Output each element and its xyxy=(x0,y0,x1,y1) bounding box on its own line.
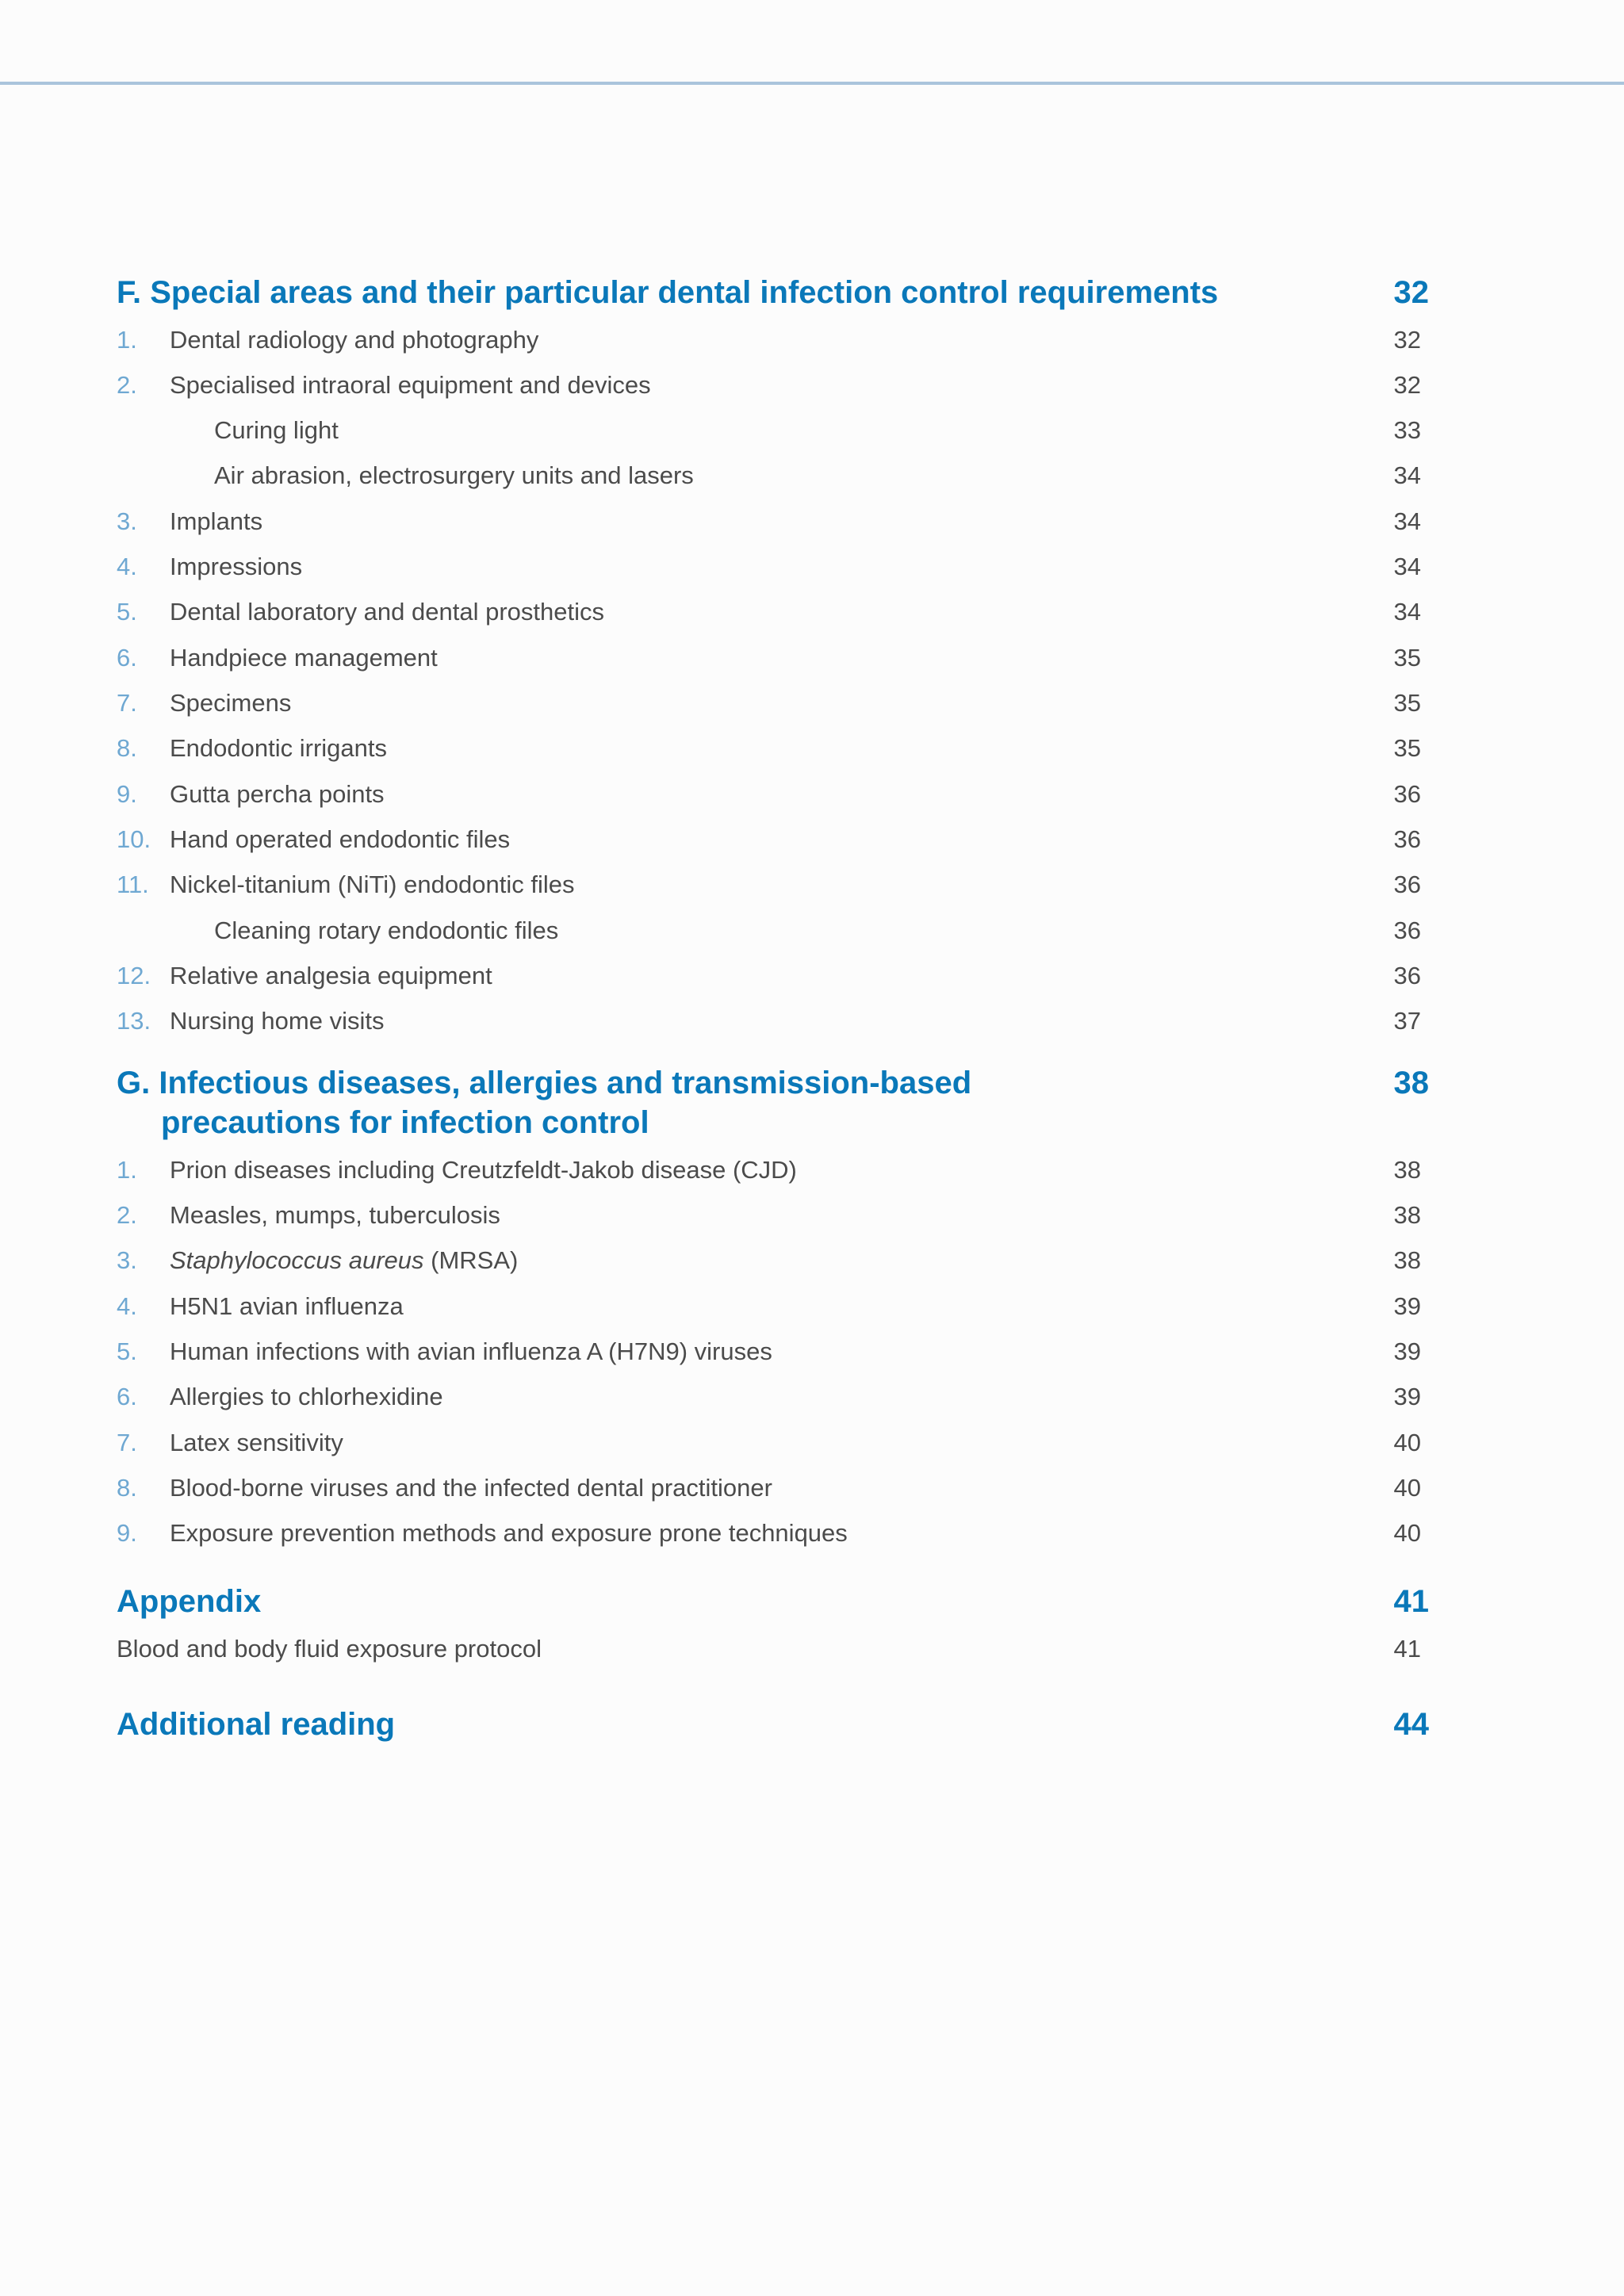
item-page: 38 xyxy=(1393,1156,1421,1184)
item-label: Gutta percha points xyxy=(170,780,385,808)
item-label: Relative analgesia equipment xyxy=(170,962,492,989)
item-page: 34 xyxy=(1393,598,1421,626)
item-number: 9. xyxy=(117,780,137,808)
item-page: 39 xyxy=(1393,1337,1421,1365)
section-title: F. Special areas and their particular dental infection control requirements xyxy=(117,275,1219,310)
item-label: Implants xyxy=(170,507,263,535)
item-number: 3. xyxy=(117,507,137,535)
item-page: 40 xyxy=(1393,1519,1421,1547)
item-label: Specimens xyxy=(170,689,292,717)
item-number: 2. xyxy=(117,1201,137,1229)
item-number: 1. xyxy=(117,326,137,354)
item-number: 13. xyxy=(117,1007,151,1035)
item-page: 38 xyxy=(1393,1246,1421,1274)
item-number: 8. xyxy=(117,734,137,762)
item-page: 36 xyxy=(1393,825,1421,853)
item-label: Latex sensitivity xyxy=(170,1429,343,1456)
item-label: Measles, mumps, tuberculosis xyxy=(170,1201,500,1229)
item-page: 39 xyxy=(1393,1383,1421,1410)
item-label: Blood and body fluid exposure protocol xyxy=(117,1635,542,1663)
section-page: 32 xyxy=(1393,275,1429,310)
item-label: Air abrasion, electrosurgery units and lasers xyxy=(214,461,694,489)
item-label: Curing light xyxy=(214,416,339,444)
item-page: 36 xyxy=(1393,871,1421,898)
item-label: Nursing home visits xyxy=(170,1007,385,1035)
item-label: Prion diseases including Creutzfeldt-Jakob disease (CJD) xyxy=(170,1156,797,1184)
item-label: Dental laboratory and dental prosthetics xyxy=(170,598,604,626)
item-number: 5. xyxy=(117,598,137,626)
section-title-line-2: precautions for infection control xyxy=(161,1105,649,1140)
item-label: Dental radiology and photography xyxy=(170,326,539,354)
item-page: 34 xyxy=(1393,507,1421,535)
item-label xyxy=(170,1243,1359,1278)
item-number: 4. xyxy=(117,553,137,580)
item-number: 7. xyxy=(117,689,137,717)
item-label: H5N1 avian influenza xyxy=(170,1292,404,1320)
item-label: Endodontic irrigants xyxy=(170,734,387,762)
item-page: 35 xyxy=(1393,644,1421,672)
item-page: 32 xyxy=(1393,371,1421,399)
item-label: Cleaning rotary endodontic files xyxy=(214,916,559,944)
item-number: 6. xyxy=(117,644,137,672)
item-page: 40 xyxy=(1393,1429,1421,1456)
item-number: 5. xyxy=(117,1337,137,1365)
item-number: 12. xyxy=(117,962,151,989)
item-number: 6. xyxy=(117,1383,137,1410)
section-title: Additional reading xyxy=(117,1707,396,1742)
item-number: 10. xyxy=(117,825,151,853)
item-page: 35 xyxy=(1393,689,1421,717)
item-label: Allergies to chlorhexidine xyxy=(170,1383,443,1410)
item-page: 36 xyxy=(1393,916,1421,944)
item-page: 39 xyxy=(1393,1292,1421,1320)
item-page: 33 xyxy=(1393,416,1421,444)
item-number: 1. xyxy=(117,1156,137,1184)
section-title-line-1: G. Infectious diseases, allergies and transmission-based xyxy=(117,1066,972,1100)
item-page: 38 xyxy=(1393,1201,1421,1229)
item-label: Impressions xyxy=(170,553,303,580)
item-page: 32 xyxy=(1393,326,1421,354)
item-label: Exposure prevention methods and exposure prone techniques xyxy=(170,1519,848,1547)
item-number: 2. xyxy=(117,371,137,399)
item-label: Handpiece management xyxy=(170,644,438,672)
section-page: 38 xyxy=(1393,1066,1429,1100)
item-page: 40 xyxy=(1393,1474,1421,1502)
section-title xyxy=(117,1063,1322,1142)
item-number: 3. xyxy=(117,1246,137,1274)
item-page: 41 xyxy=(1393,1635,1421,1663)
item-label-italic: Staphylococcus aureus xyxy=(170,1246,424,1274)
item-number: 8. xyxy=(117,1474,137,1502)
item-page: 36 xyxy=(1393,780,1421,808)
item-label-rest: (MRSA) xyxy=(423,1246,519,1274)
item-label: Blood-borne viruses and the infected dental practitioner xyxy=(170,1474,772,1502)
item-page: 34 xyxy=(1393,461,1421,489)
top-rule xyxy=(0,82,1624,85)
item-number: 7. xyxy=(117,1429,137,1456)
item-page: 37 xyxy=(1393,1007,1421,1035)
item-label: Human infections with avian influenza A (H7N9) viruses xyxy=(170,1337,772,1365)
section-page: 44 xyxy=(1393,1707,1429,1742)
item-number: 4. xyxy=(117,1292,137,1320)
item-number: 11. xyxy=(117,871,149,898)
section-page: 41 xyxy=(1393,1584,1429,1619)
section-title: Appendix xyxy=(117,1584,262,1619)
item-number: 9. xyxy=(117,1519,137,1547)
item-label: Nickel-titanium (NiTi) endodontic files xyxy=(170,871,575,898)
item-label: Specialised intraoral equipment and devices xyxy=(170,371,651,399)
item-label: Hand operated endodontic files xyxy=(170,825,511,853)
item-page: 36 xyxy=(1393,962,1421,989)
item-page: 34 xyxy=(1393,553,1421,580)
item-page: 35 xyxy=(1393,734,1421,762)
